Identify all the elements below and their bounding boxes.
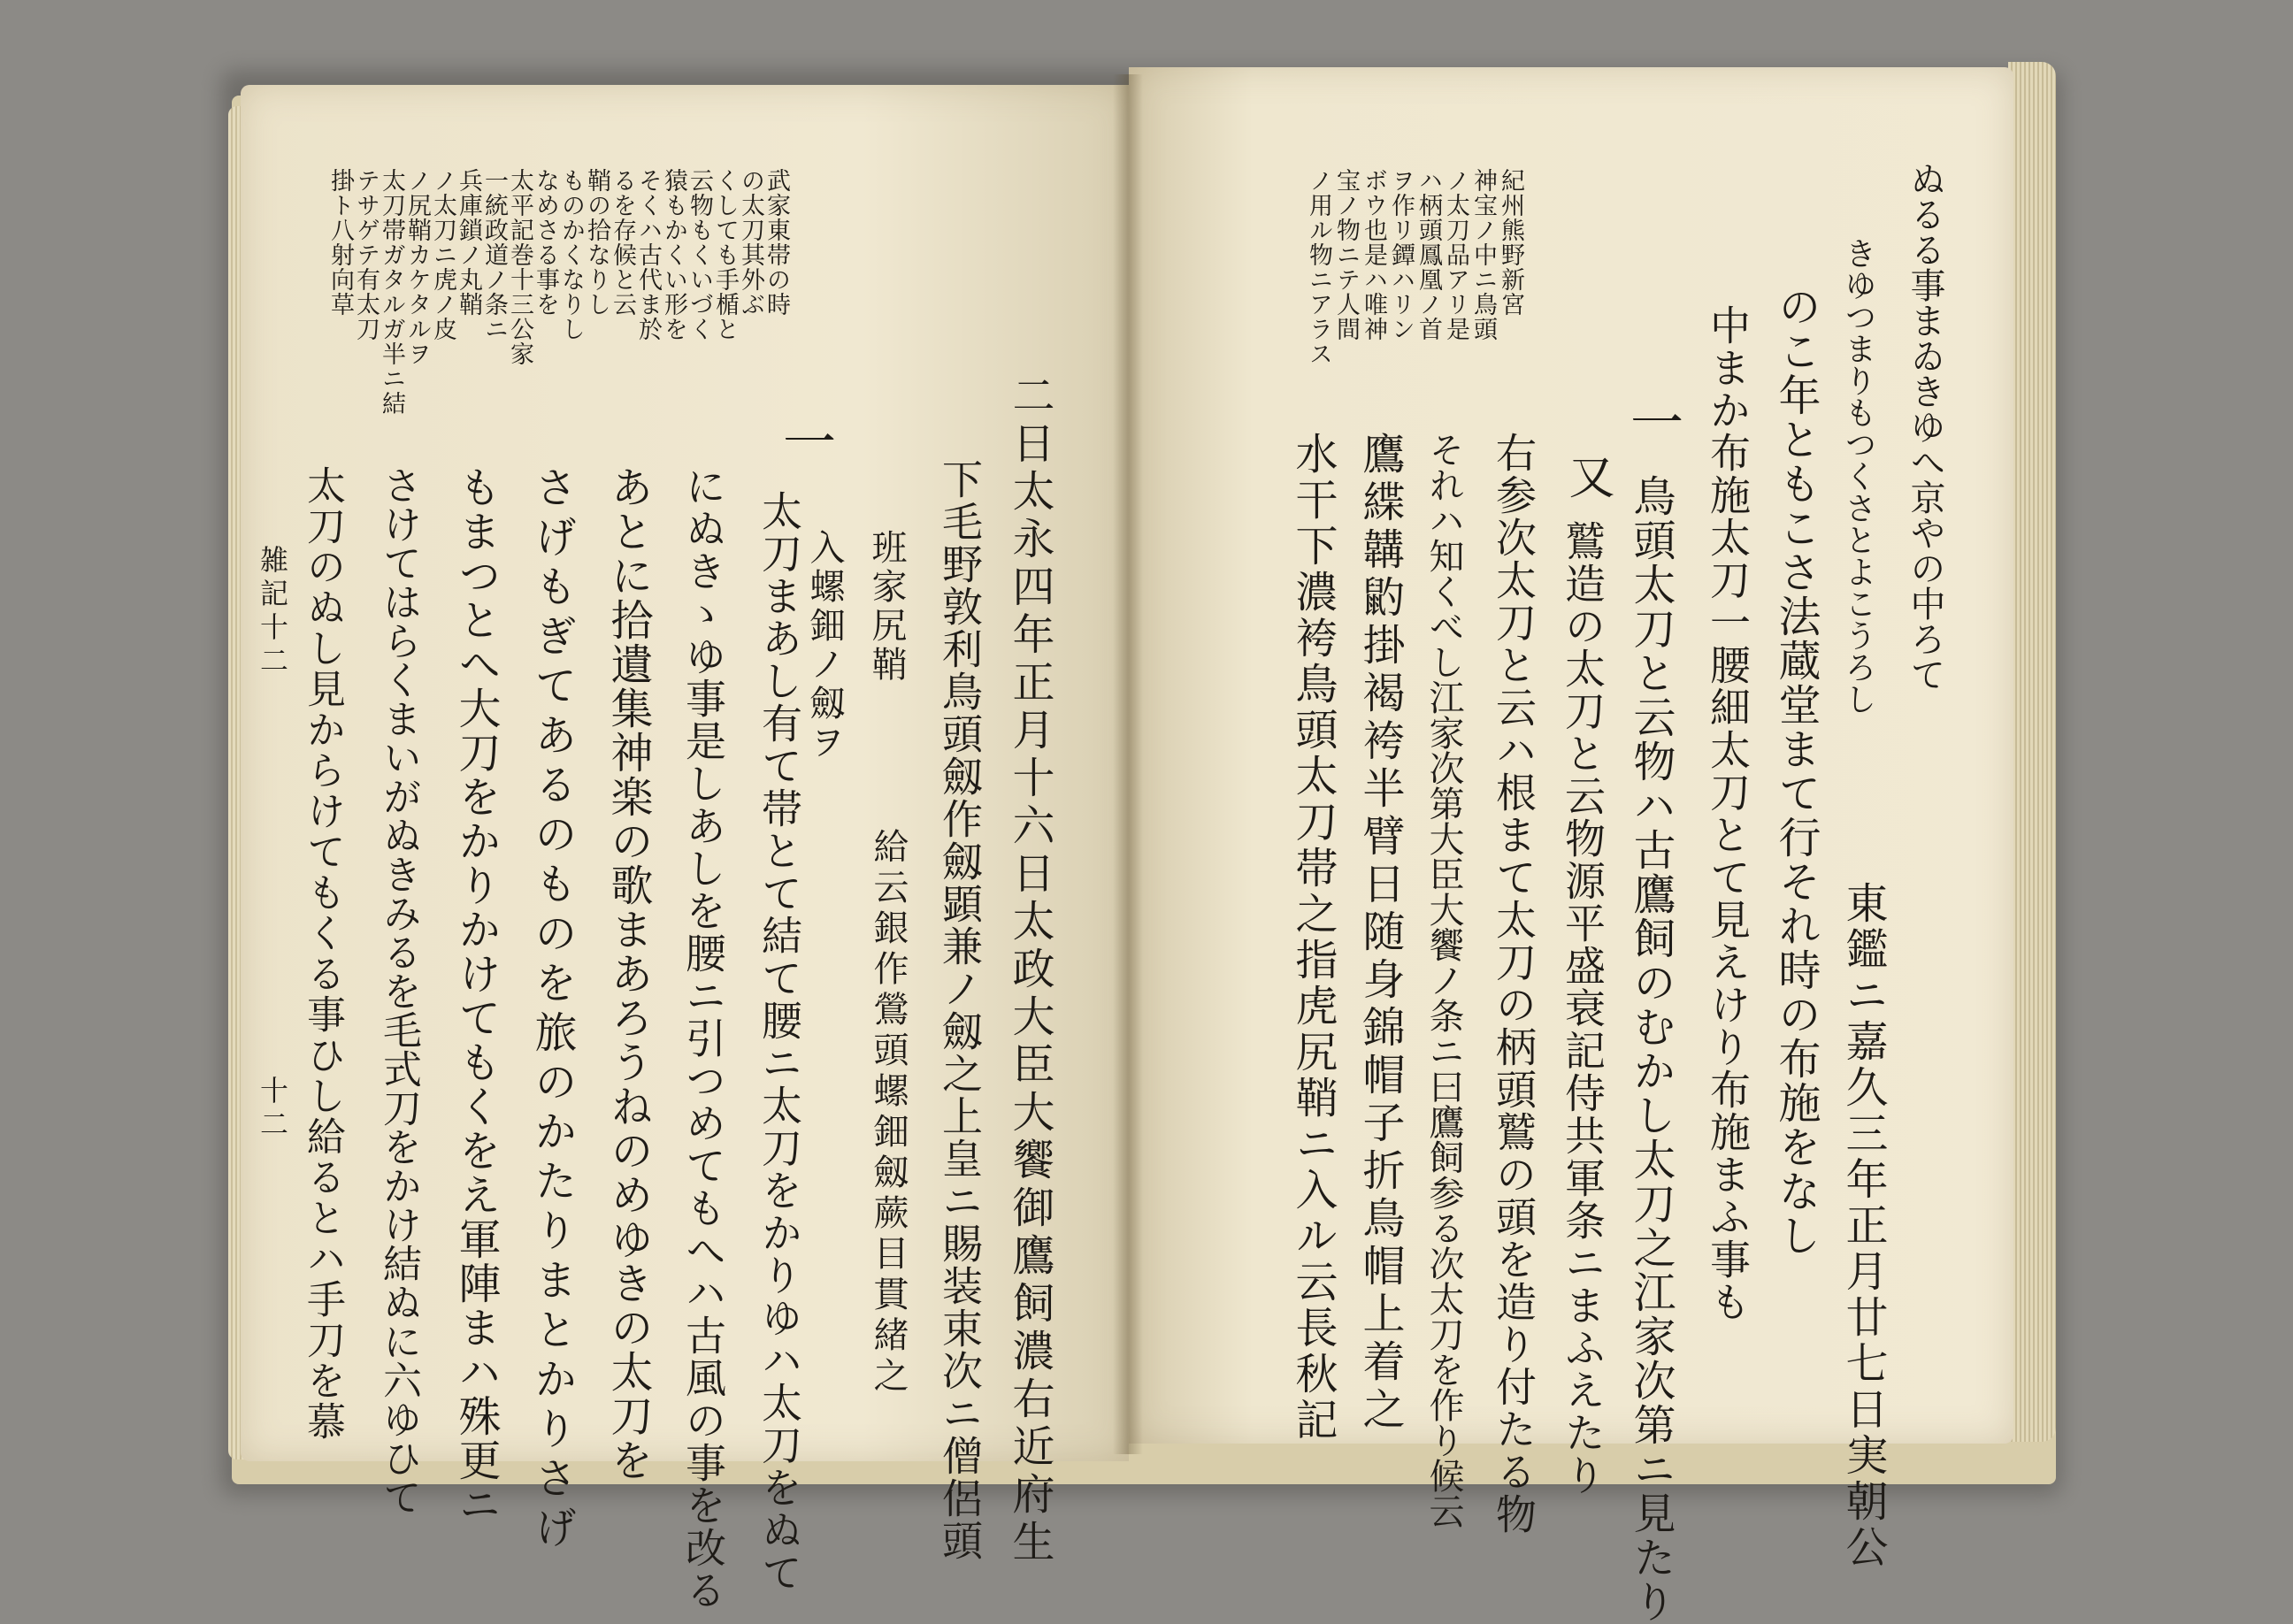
left-body-line: 太刀まあし有て帯とて結て腰ニ太刀をかりゆハ太刀をぬて [755,490,803,1594]
left-headnote-line: 一統政道ノ条ニ [480,168,508,341]
left-body-line: もまつとへ大刀をかりかけてもくをえ軍陣まハ殊更ニ [451,465,501,1527]
right-body-line: のこ年ともこさ法蔵堂まて行それ時の布施をなし [1771,285,1821,1258]
right-headnote-line: ノ太刀品アリ是 [1442,168,1469,341]
left-headnote-line: くしても手楯と [711,168,739,341]
left-body-line: 給云銀作鶯頭螺鈿劔蕨目貫緒之 [868,828,909,1398]
left-body-line: にぬきゝゆ事是しあしを腰ニ引つめてもへハ古風の事を改る [679,465,727,1612]
left-headnote-line: 猿もかくい形を [660,168,687,341]
left-body-line: 下毛野敦利鳥頭劔作劔顕兼ノ劔之上皇ニ賜装束次ニ僧侶頭 [936,458,984,1562]
left-headnote-line: ノ尻鞘カケタルヲ [403,168,431,366]
item-marker: 一 [774,414,836,467]
item-marker: 又 [1561,453,1614,499]
left-headnote-line: の太刀其外ぶ [737,168,764,317]
folio-title: 雑記十二 [256,545,289,679]
left-body-line: 二日太永四年正月十六日太政大臣大饗御鷹飼濃右近府生 [1005,373,1054,1567]
right-body-line: 右参次太刀と云ハ根まて太刀の柄頭鷲の頭を造り付たる物 [1490,432,1538,1536]
left-headnote-line: 太平記巻十三公家 [506,168,533,366]
right-headnote-line: 宝ノ物ニテ人間 [1332,168,1360,341]
left-headnote-line: ものかくなりし [557,168,585,341]
right-page [1129,67,2013,1624]
item-marker: 一 [1622,395,1683,448]
left-headnote-line: るを存候と云 [609,168,636,317]
right-emphasis-line: 東鑑ニ嘉久三年正月廿七日実朝公 [1838,881,1888,1571]
right-body-line: 鷹緤韝䶂掛褐袴半臂日随身錦帽子折鳥帽上着之 [1355,432,1405,1435]
left-body-line: さけてはらくまいがぬきみるを毛式刀をかけ結ぬに六ゆひて [376,465,421,1516]
left-body-note: 班家尻鞘 [866,529,907,685]
folio-number: 十二 [256,1076,289,1143]
left-headnote-line: 兵庫鎖ノ丸鞘 [455,168,482,317]
right-headnote-line: ヲ作リ鐔ハリン [1387,168,1415,341]
right-body-line: 鷲造の太刀と云物源平盛衰記侍共軍条ニまふえたり [1559,520,1607,1497]
left-headnote-line: 太刀帯ガタルガ半ニ結 [378,168,405,416]
left-headnote-line: そくハ古代ま於 [634,168,662,341]
left-headnote-line: テサゲテ有太刀 [352,168,380,341]
left-body-line: さげもぎてあるのものを旅のかたりまとかりさげ [527,465,577,1555]
left-headnote-line: 武家東帯の時 [763,168,790,317]
left-page [241,85,1129,1612]
right-body-line: 水干下濃袴鳥頭太刀帯之指虎尻鞘ニ入ル云長秋記 [1288,432,1338,1444]
right-body-line: 中まか布施太刀一腰細太刀とて見えけり布施まふ事も [1704,304,1752,1323]
left-body-note: 入螺鈿ノ劔ヲ [804,529,845,762]
left-headnote-line: なめさる事を [532,168,559,317]
right-body-line: 鳥頭太刀と云物ハ古鷹飼のむかし太刀之江家次第ニ見たり [1626,474,1676,1624]
left-body-line: あとに拾遺集神楽の歌まあろうねのめゆきの太刀を [603,465,653,1482]
right-body-line: きゆつまりもつくさとよこうろし [1840,237,1876,715]
right-headnote-line: 紀州熊野新宮 [1497,168,1524,317]
page-stack-right [2008,62,2056,1442]
book-gutter [1113,74,1143,1454]
right-headnote-line: 神宝ノ中ニ鳥頭 [1469,168,1497,341]
right-headnote-line: ハ柄頭鳳凰ノ首 [1415,168,1442,341]
left-headnote-line: 云物もくいづく [686,168,713,341]
right-headnote-line: ボウ也是ハ唯神 [1360,168,1387,341]
right-body-line: それハ知くべし江家次第大臣大饗ノ条ニ曰鷹飼参る次太刀を作り候云 [1423,432,1464,1528]
left-headnote-line: ノ太刀ニ虎ノ皮 [429,168,456,341]
right-headnote-line: ノ用ル物ニアラス [1305,168,1332,366]
left-headnote-line: 鞘の拾なりし [583,168,610,317]
left-body-line: 太刀のぬし見からけてもくる事ひし給るとハ手刀を慕 [300,465,345,1442]
left-headnote-line: 掛ト八射向草 [326,168,354,317]
right-body-line: ぬるる事まゐきゆへ京やの中ろて [1905,161,1945,692]
